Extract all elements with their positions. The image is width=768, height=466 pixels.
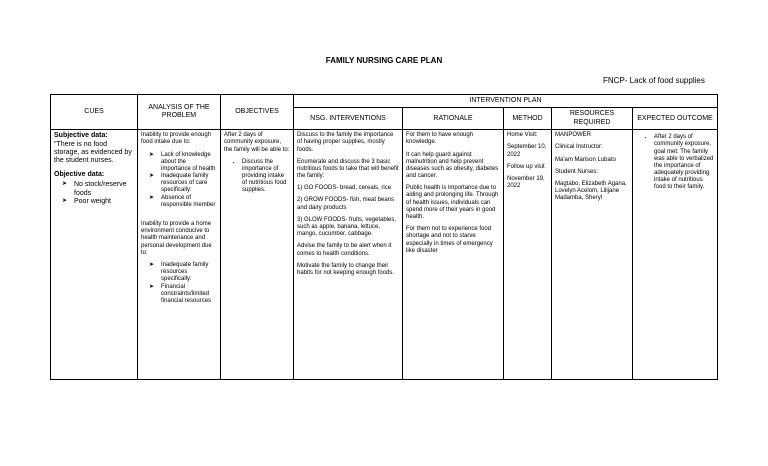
nsg-text: 2) GROW FOODS- fish, meat beans and dairy products bbox=[297, 197, 395, 211]
header-method: METHOD bbox=[504, 108, 552, 130]
objective-item: ➤ Poor weight bbox=[74, 198, 134, 206]
header-analysis: ANALYSIS OF THE PROBLEM bbox=[138, 95, 221, 130]
method-cell bbox=[504, 130, 552, 380]
outcome-item: • After 2 days of community exposure, goal met: The family was able to verbalized the importance of adequately providing intake of nutritious food to their family. bbox=[654, 134, 714, 192]
nsg-interventions-cell bbox=[294, 130, 403, 380]
expected-outcome-cell bbox=[633, 130, 718, 380]
objective-item: ➤ No stock/reserve foods bbox=[74, 181, 134, 198]
resources-text: MANPOWER bbox=[555, 132, 591, 139]
method-text: Follow up visit bbox=[507, 163, 545, 170]
header-resources: RESOURCES REQUIRED bbox=[552, 108, 633, 130]
subjective-text: "There is no food storage, as evidenced by the student nurses. bbox=[54, 140, 132, 165]
header-expected-outcome: EXPECTED OUTCOME bbox=[633, 108, 718, 130]
header-cues: CUES bbox=[51, 95, 138, 130]
resources-text: Ma'am Marison Lubato bbox=[555, 156, 616, 163]
analysis-item: ➤ Absence of responsible member bbox=[161, 195, 217, 209]
method-text: September 10, 2022 bbox=[507, 144, 547, 158]
header-intervention-plan: INTERVENTION PLAN bbox=[294, 95, 718, 108]
nsg-text: Motivate the family to change their habits for not keeping enough foods. bbox=[297, 262, 395, 276]
analysis-cell bbox=[138, 130, 221, 380]
method-text: November 19, 2022 bbox=[507, 175, 545, 190]
header-objectives: OBJECTIVES bbox=[221, 95, 294, 130]
rationale-cell bbox=[403, 130, 504, 380]
document-title: FAMILY NURSING CARE PLAN bbox=[325, 56, 443, 65]
analysis-item: ➤ Inadequate family resources specifically: bbox=[161, 262, 217, 284]
nsg-text: 1) GO FOODS- bread, cereals, rice bbox=[297, 185, 392, 192]
resources-cell bbox=[552, 130, 633, 380]
care-plan-table bbox=[50, 94, 718, 380]
objectives-text: After 2 days of community exposure, the family will be able to: bbox=[224, 132, 290, 153]
header-rationale: RATIONALE bbox=[403, 108, 504, 130]
nsg-text: Discuss to the family the importance of having proper supplies, mostly foods. bbox=[297, 132, 394, 153]
method-text: Home Visit: bbox=[507, 132, 538, 139]
objective-label: Objective data: bbox=[54, 170, 105, 178]
analysis-text: Inability to provide a home environment conducive to health maintenance and personal development due to: bbox=[141, 221, 212, 256]
rationale-text: Public health is importance due to aiding and prolonging life. Through of health issues, individuals can spend more of their years in good health. bbox=[406, 185, 499, 221]
rationale-text: For them to have enough knowledge. bbox=[406, 132, 474, 146]
resources-text: Student Nurses: bbox=[555, 168, 599, 175]
analysis-item: ➤ Financial constraints/limited financial resources bbox=[161, 284, 217, 306]
objectives-item: • Discuss the importance of providing intake of nutritious food supplies. bbox=[242, 159, 290, 195]
rationale-text: For them not to experience food shortage and not to starve especially in times of emergency like disaster bbox=[406, 226, 493, 254]
nsg-text: 3) GLOW FOODS- fruits, vegetables, such as apple, banana, lettuce, mango, cucumber, cabbage. bbox=[297, 216, 397, 238]
subjective-label: Subjective data: bbox=[54, 132, 108, 140]
resources-text: Magtabo, Elizabeth Agana, Lovelyn Acelom, Lilijane Madamba, Sheryl bbox=[555, 180, 627, 202]
document-subtitle: FNCP- Lack of food supplies bbox=[603, 76, 705, 85]
resources-text: Clinical Instructor: bbox=[555, 144, 603, 151]
rationale-text: It can help guard against malnutrition and help prevent diseases such as obesity, diabetes and cancer. bbox=[406, 151, 499, 180]
analysis-item: ➤ Lack of knowledge about the importance of health bbox=[161, 152, 217, 174]
nsg-text: Enumerate and discuss the 3 basic nutritious foods to take that will benefit the family: bbox=[297, 158, 399, 180]
header-nsg-interventions: NSG. INTERVENTIONS bbox=[294, 108, 403, 130]
objectives-cell bbox=[221, 130, 294, 380]
nsg-text: Advise the family to be alert when it comes to health conditions. bbox=[297, 243, 392, 257]
analysis-text: Inability to provide enough food intake due to: bbox=[141, 132, 212, 146]
analysis-item: ➤ Inadequate family resources of care specifically: bbox=[161, 173, 217, 195]
cues-cell bbox=[51, 130, 138, 380]
